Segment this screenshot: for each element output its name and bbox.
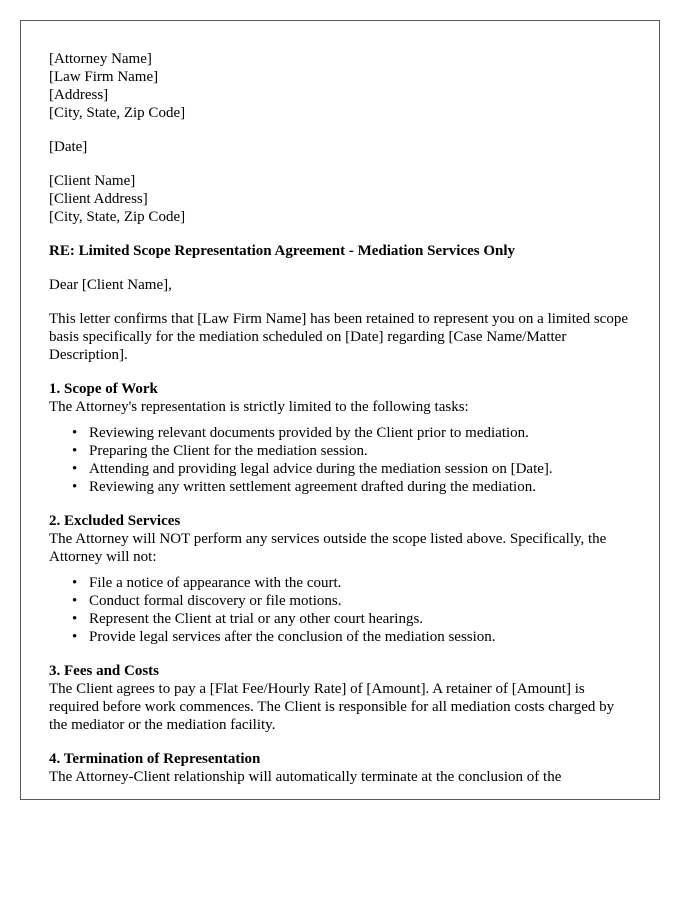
section-title: 4. Termination of Representation (49, 751, 261, 767)
list-item: • File a notice of appearance with the court. (89, 574, 631, 592)
sender-firm-name: [Law Firm Name] (49, 69, 159, 85)
list-item: • Reviewing relevant documents provided by the Client prior to mediation. (89, 424, 631, 442)
list-item: • Reviewing any written settlement agreement drafted during the mediation. (89, 478, 631, 496)
excluded-list (49, 574, 631, 646)
section-text: The Client agrees to pay a [Flat Fee/Hourly Rate] of [Amount]. A retainer of [Amount] is required before work commences. The Client is responsible for all mediation costs charged by the mediator or the mediation facility. (49, 681, 615, 733)
section-text: The Attorney-Client relationship will automatically terminate at the conclusion of the (49, 769, 562, 785)
recipient-city-state-zip: [City, State, Zip Code] (49, 209, 186, 225)
section-text: The Attorney will NOT perform any services outside the scope listed above. Specifically, the Attorney will not: (49, 531, 607, 565)
scope-list (49, 424, 631, 496)
letter-content (21, 21, 659, 786)
list-item: • Conduct formal discovery or file motions. (89, 592, 631, 610)
recipient-block (49, 172, 631, 226)
section-excluded-services (49, 512, 631, 646)
sender-attorney-name: [Attorney Name] (49, 51, 152, 67)
section-title: 2. Excluded Services (49, 513, 181, 529)
section-fees-and-costs (49, 662, 631, 734)
section-title: 3. Fees and Costs (49, 663, 160, 679)
salutation: Dear [Client Name], (49, 277, 172, 293)
list-item: • Represent the Client at trial or any other court hearings. (89, 610, 631, 628)
list-item: • Attending and providing legal advice during the mediation session on [Date]. (89, 460, 631, 478)
section-title: 1. Scope of Work (49, 381, 158, 397)
letter-date: [Date] (49, 139, 88, 155)
section-termination (49, 750, 631, 786)
recipient-client-name: [Client Name] (49, 173, 136, 189)
subject-line: RE: Limited Scope Representation Agreement - Mediation Services Only (49, 243, 516, 259)
sender-block (49, 50, 631, 122)
recipient-client-address: [Client Address] (49, 191, 148, 207)
section-scope-of-work (49, 380, 631, 496)
intro-paragraph: This letter confirms that [Law Firm Name] has been retained to represent you on a limited scope basis specifically for the mediation scheduled on [Date] regarding [Case Name/Matter Description]. (49, 311, 628, 363)
sender-address: [Address] (49, 87, 109, 103)
list-item: • Preparing the Client for the mediation session. (89, 442, 631, 460)
letter-page (20, 20, 660, 800)
sender-city-state-zip: [City, State, Zip Code] (49, 105, 186, 121)
list-item: • Provide legal services after the conclusion of the mediation session. (89, 628, 631, 646)
section-text: The Attorney's representation is strictly limited to the following tasks: (49, 399, 469, 415)
